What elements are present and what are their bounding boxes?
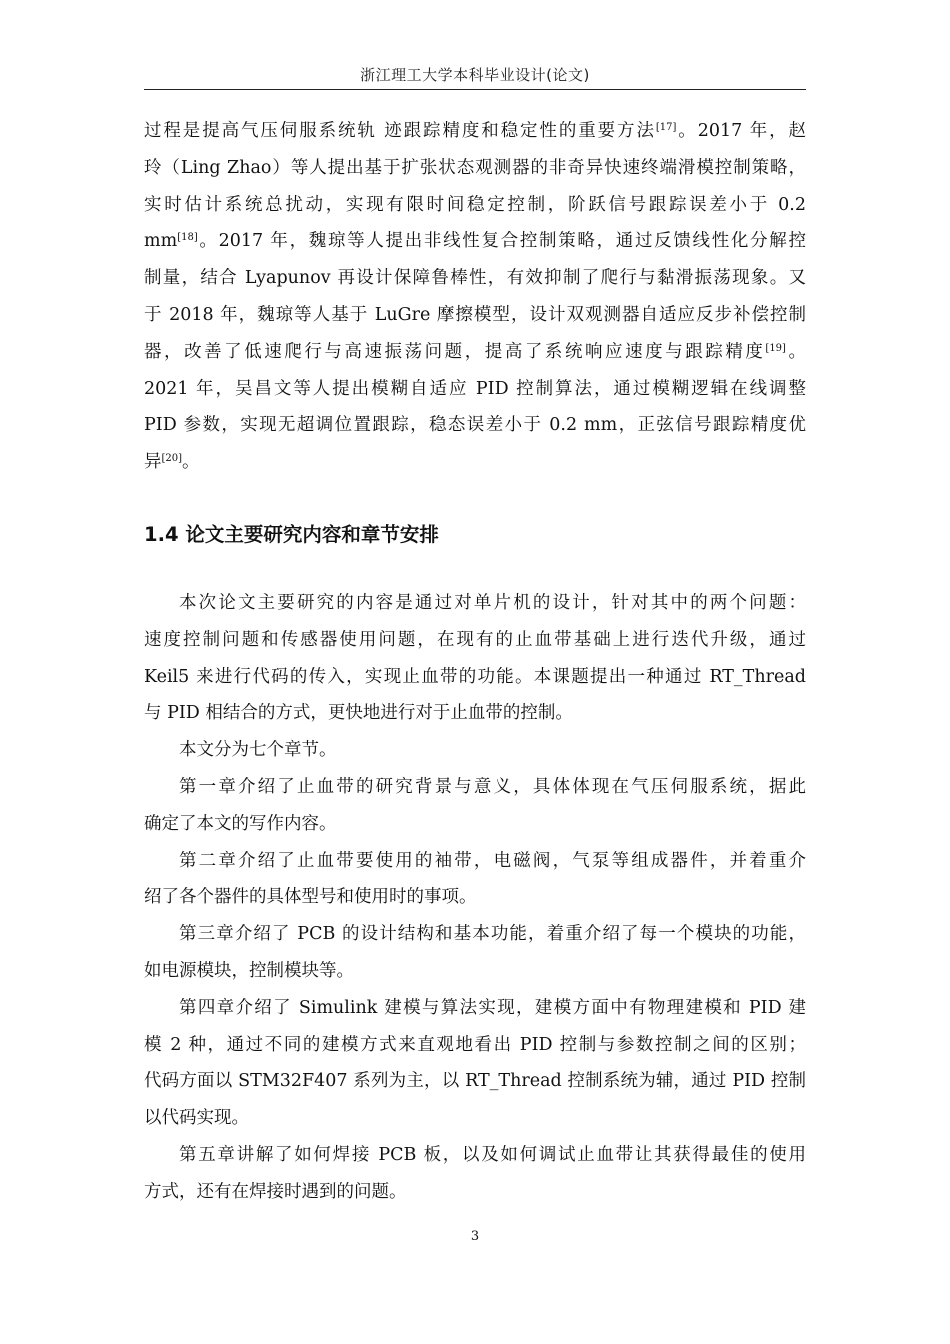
text-line: 代码方面以 STM32F407 系列为主，以 RT_Thread 控制系统为辅，通过 PID 控制: [144, 1071, 806, 1092]
text-line: mm[18]。2017 年，魏琼等人提出非线性复合控制策略，通过反馈线性化分解控: [144, 231, 806, 252]
text-line: 器，改善了低速爬行与高速振荡问题，提高了系统响应速度与跟踪精度[19]。: [144, 341, 806, 362]
citation: [20]: [161, 453, 183, 465]
text-line: 实时估计系统总扰动，实现有限时间稳定控制，阶跃信号跟踪误差小于 0.2: [144, 194, 806, 215]
text-line: 速度控制问题和传感器使用问题，在现有的止血带基础上进行迭代升级，通过: [144, 629, 806, 650]
text-line: 模 2 种，通过不同的建模方式来直观地看出 PID 控制与参数控制之间的区别；: [144, 1034, 806, 1055]
text-line: 与 PID 相结合的方式，更快地进行对于止血带的控制。: [144, 703, 573, 724]
text-line: 第三章介绍了 PCB 的设计结构和基本功能，着重介绍了每一个模块的功能，: [179, 924, 806, 945]
text-line: 如电源模块，控制模块等。: [144, 960, 354, 981]
text-line: 过程是提高气压伺服系统轨 迹跟踪精度和稳定性的重要方法[17]。2017 年，赵: [144, 121, 806, 141]
running-header: 浙江理工大学本科毕业设计(论文): [360, 66, 590, 84]
text-line: PID 参数，实现无超调位置跟踪，稳态误差小于 0.2 mm，正弦信号跟踪精度优: [144, 415, 806, 436]
text-line: 制量，结合 Lyapunov 再设计保障鲁棒性，有效抑制了爬行与黏滑振荡现象。又: [144, 268, 806, 289]
text-line: 绍了各个器件的具体型号和使用时的事项。: [144, 887, 477, 908]
text-line: 第二章介绍了止血带要使用的袖带，电磁阀，气泵等组成器件，并着重介: [179, 850, 806, 871]
page-number: 3: [470, 1229, 480, 1244]
text-line: 第五章讲解了如何焊接 PCB 板，以及如何调试止血带让其获得最佳的使用: [179, 1144, 806, 1165]
text-line: Keil5 来进行代码的传入，实现止血带的功能。本课题提出一种通过 RT_Thread: [144, 666, 806, 687]
section-heading: 1.4 论文主要研究内容和章节安排: [144, 523, 439, 546]
paragraph-literature-review: [144, 113, 806, 481]
header-rule: [144, 89, 806, 90]
text-line: 玲（Ling Zhao）等人提出基于扩张状态观测器的非奇异快速终端滑模控制策略，: [144, 157, 806, 178]
text-line: 本文分为七个章节。: [179, 740, 337, 761]
citation: [19]: [765, 342, 786, 354]
section-body: [144, 585, 806, 1211]
text-line: 第四章介绍了 Simulink 建模与算法实现，建模方面中有物理建模和 PID 建: [179, 997, 806, 1018]
text-line: 于 2018 年，魏琼等人基于 LuGre 摩擦模型，设计双观测器自适应反步补偿控制: [144, 304, 806, 325]
text-line: 2021 年，吴昌文等人提出模糊自适应 PID 控制算法，通过模糊逻辑在线调整: [144, 378, 806, 399]
text-line: 本次论文主要研究的内容是通过对单片机的设计，针对其中的两个问题：: [179, 593, 806, 613]
citation: [17]: [655, 122, 677, 133]
text-line: 以代码实现。: [144, 1108, 249, 1129]
text-line: 异[20]。: [144, 452, 200, 473]
text-line: 确定了本文的写作内容。: [144, 813, 337, 834]
text-line: 第一章介绍了止血带的研究背景与意义，具体体现在气压伺服系统，据此: [179, 776, 806, 797]
citation: [18]: [177, 232, 198, 244]
text-line: 方式，还有在焊接时遇到的问题。: [144, 1181, 407, 1202]
